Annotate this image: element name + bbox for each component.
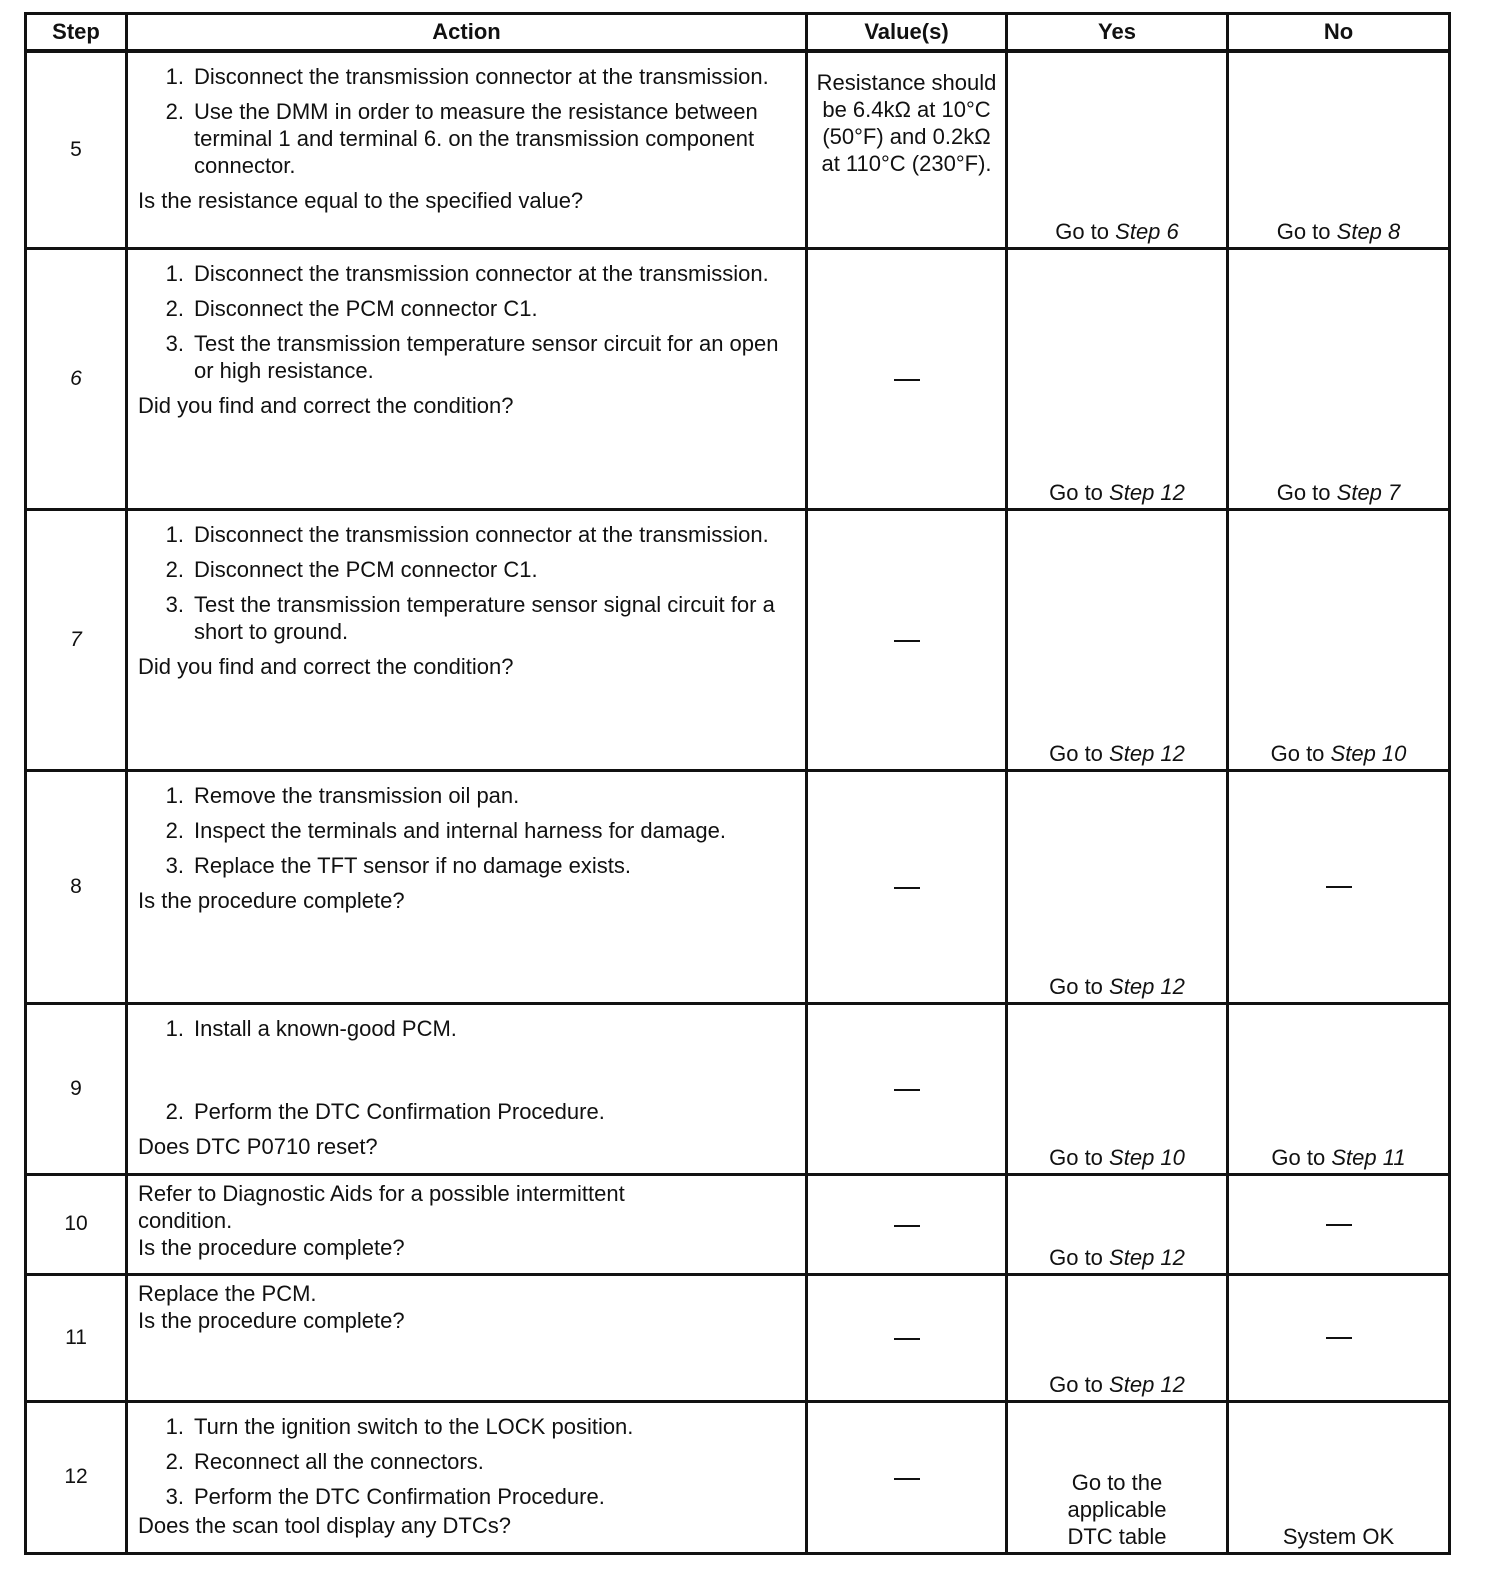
header-action: Action	[127, 14, 807, 52]
list-item: 2. Perform the DTC Confirmation Procedure.	[165, 1098, 605, 1124]
question-text: Did you find and correct the condition?	[138, 392, 514, 418]
list-item: 3. Test the transmission temperature sensor signal circuit for a short to ground.	[165, 591, 775, 644]
step-number: 6	[26, 248, 127, 509]
action-cell	[127, 51, 807, 248]
list-item: 2. Disconnect the PCM connector C1.	[165, 295, 538, 321]
action-cell	[127, 1174, 807, 1274]
no-cell	[1228, 1274, 1450, 1401]
action-cell	[127, 1401, 807, 1553]
question-text: Does the scan tool display any DTCs?	[138, 1512, 511, 1538]
header-yes: Yes	[1007, 14, 1228, 52]
yes-cell	[1007, 1401, 1228, 1553]
step-number: 12	[26, 1401, 127, 1553]
action-list	[138, 260, 791, 392]
dash-mark	[1326, 886, 1352, 888]
table-row-step-10	[26, 1174, 1450, 1274]
yes-cell: Go to Step 10	[1007, 1003, 1228, 1174]
list-item: 1. Disconnect the transmission connector at the transmission.	[165, 260, 769, 286]
list-item: 3. Replace the TFT sensor if no damage exists.	[165, 852, 631, 878]
dash-mark	[894, 379, 920, 381]
table-row-step-5	[26, 51, 1450, 248]
dash-mark	[1326, 1224, 1352, 1226]
value-cell	[807, 1401, 1007, 1553]
table-row-step-12	[26, 1401, 1450, 1553]
list-item: 2. Disconnect the PCM connector C1.	[165, 556, 538, 582]
list-item: 1. Disconnect the transmission connector at the transmission.	[165, 521, 769, 547]
dash-mark	[894, 1478, 920, 1480]
action-cell	[127, 1274, 807, 1401]
value-cell	[807, 1003, 1007, 1174]
header-no: No	[1228, 14, 1450, 52]
yes-step-link: Step 12	[1109, 479, 1185, 505]
dash-mark	[894, 1225, 920, 1227]
list-item: 2. Reconnect all the connectors.	[165, 1448, 484, 1474]
no-step-link: Step 7	[1336, 479, 1401, 505]
no-cell	[1228, 1401, 1450, 1553]
action-cell	[127, 509, 807, 770]
dash-mark	[894, 1089, 920, 1091]
no-cell	[1228, 770, 1450, 1003]
yes-step-link: Step 10	[1109, 1144, 1185, 1170]
no-cell: Go to Step 10	[1228, 509, 1450, 770]
yes-cell: Go to Step 12	[1007, 770, 1228, 1003]
no-cell: Go to Step 7	[1228, 248, 1450, 509]
no-cell: Go to Step 11	[1228, 1003, 1450, 1174]
value-cell	[807, 1274, 1007, 1401]
header-values: Value(s)	[807, 14, 1007, 52]
value-cell	[807, 248, 1007, 509]
dash-mark	[894, 1338, 920, 1340]
question-text: Is the resistance equal to the specified value?	[138, 188, 584, 213]
no-step-link: Step 10	[1330, 740, 1407, 766]
dash-mark	[894, 887, 920, 889]
no-step-link: Step 8	[1336, 218, 1401, 244]
action-cell	[127, 248, 807, 509]
table-row-step-6	[26, 248, 1450, 509]
question-text: Is the procedure complete?	[138, 887, 405, 913]
value-text: Resistance should be 6.4kΩ at 10°C (50°F) and 0.2kΩ at 110°C (230°F).	[816, 70, 997, 176]
action-list	[138, 521, 791, 653]
action-text: Refer to Diagnostic Aids for a possible intermittent condition.	[138, 1180, 625, 1233]
list-item: 1. Turn the ignition switch to the LOCK position.	[165, 1413, 634, 1439]
step-number: 7	[26, 509, 127, 770]
step-number: 9	[26, 1003, 127, 1174]
yes-text: Go to the applicable DTC table	[1067, 1469, 1167, 1549]
question-text: Does DTC P0710 reset?	[138, 1133, 378, 1159]
no-cell	[1228, 1174, 1450, 1274]
action-list	[138, 782, 791, 887]
action-cell	[127, 1003, 807, 1174]
action-cell	[127, 770, 807, 1003]
diagnostic-table	[24, 12, 1451, 1555]
yes-step-link: Step 12	[1109, 973, 1185, 999]
list-item: 2. Inspect the terminals and internal harness for damage.	[165, 817, 726, 843]
dash-mark	[1326, 1337, 1352, 1339]
no-text: System OK	[1282, 1523, 1395, 1549]
question-text: Is the procedure complete?	[138, 1307, 405, 1333]
table-row-step-7	[26, 509, 1450, 770]
yes-step-link: Step 6	[1115, 218, 1179, 244]
table-row-step-9	[26, 1003, 1450, 1174]
question-text: Did you find and correct the condition?	[138, 653, 514, 679]
list-item: 3. Perform the DTC Confirmation Procedure.	[165, 1483, 605, 1509]
action-text: Replace the PCM.	[138, 1280, 317, 1306]
table-row-step-8	[26, 770, 1450, 1003]
yes-cell: Go to Step 12	[1007, 1174, 1228, 1274]
action-list	[138, 1015, 791, 1133]
step-number: 10	[26, 1174, 127, 1274]
step-number: 8	[26, 770, 127, 1003]
no-cell: Go to Step 8	[1228, 51, 1450, 248]
value-cell	[807, 51, 1007, 248]
step-number: 5	[26, 51, 127, 248]
table-row-step-11	[26, 1274, 1450, 1401]
action-list	[138, 63, 791, 187]
list-item: 1. Disconnect the transmission connector at the transmission.	[165, 64, 769, 89]
value-cell	[807, 509, 1007, 770]
step-number: 11	[26, 1274, 127, 1401]
list-item: 1. Remove the transmission oil pan.	[165, 782, 520, 808]
value-cell	[807, 1174, 1007, 1274]
yes-step-link: Step 12	[1109, 740, 1185, 766]
dash-mark	[894, 640, 920, 642]
no-step-link: Step 11	[1331, 1144, 1406, 1170]
action-list	[138, 1413, 791, 1512]
yes-step-link: Step 12	[1109, 1371, 1185, 1397]
list-item: 1. Install a known-good PCM.	[165, 1015, 457, 1041]
list-item: 2. Use the DMM in order to measure the resistance between terminal 1 and terminal 6. on the transmission component connector.	[165, 99, 758, 178]
yes-cell: Go to Step 12	[1007, 248, 1228, 509]
header-row	[26, 14, 1450, 52]
header-step: Step	[26, 14, 127, 52]
yes-step-link: Step 12	[1109, 1244, 1185, 1270]
list-item: 3. Test the transmission temperature sensor circuit for an open or high resistance.	[165, 330, 779, 383]
yes-cell: Go to Step 6	[1007, 51, 1228, 248]
yes-cell: Go to Step 12	[1007, 509, 1228, 770]
yes-cell: Go to Step 12	[1007, 1274, 1228, 1401]
value-cell	[807, 770, 1007, 1003]
question-text: Is the procedure complete?	[138, 1234, 405, 1260]
